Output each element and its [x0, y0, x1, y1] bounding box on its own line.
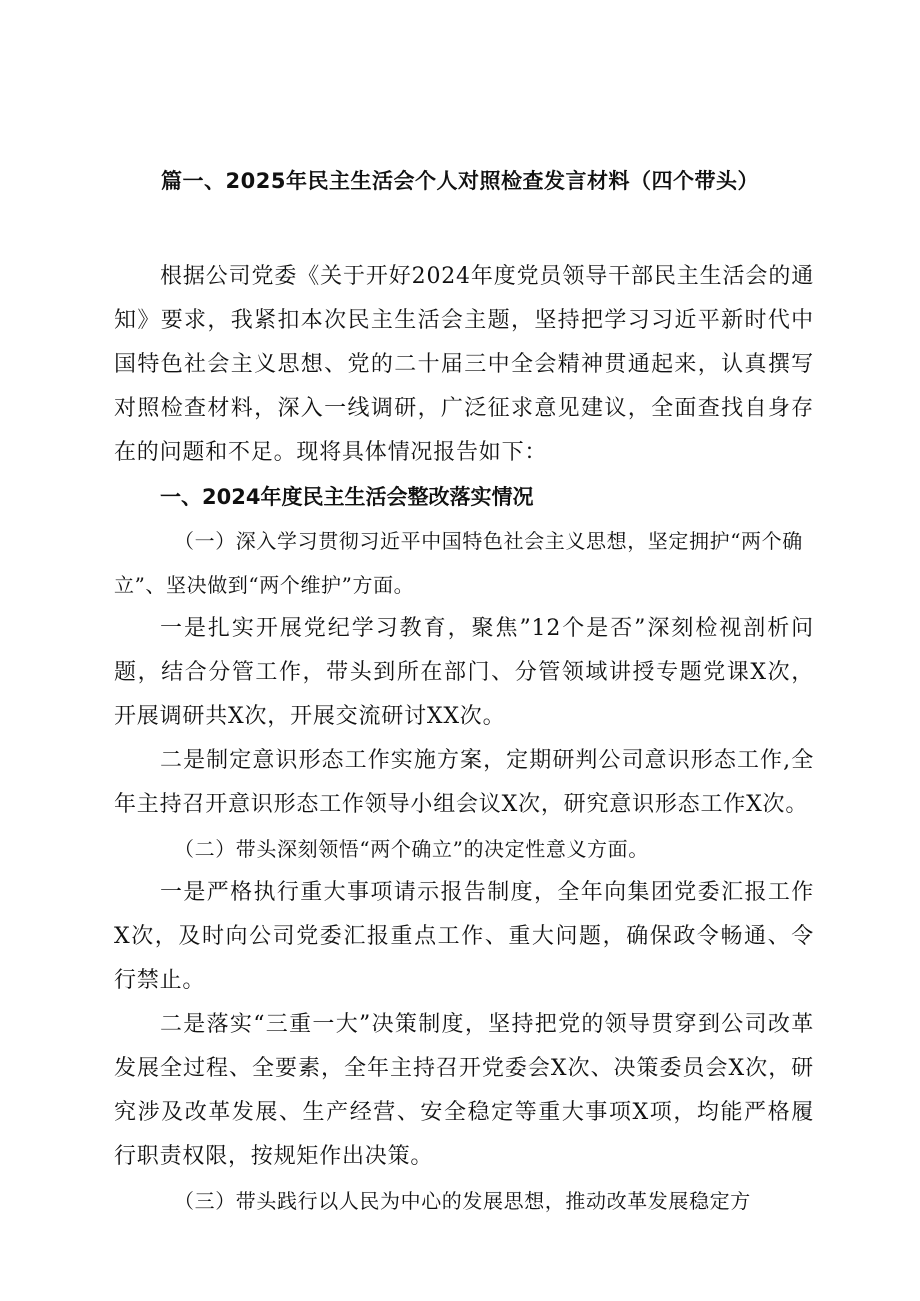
document-title: 篇一、2025年民主生活会个人对照检查发言材料（四个带头）	[161, 169, 759, 193]
subsection-heading-2: （二）带头深刻领悟“两个确立”的决定性意义方面。	[174, 837, 649, 861]
body-paragraph: 二是制定意识形态工作实施方案，定期研判公司意识形态工作,全年主持召开意识形态工作领导小组会议X次，研究意识形态工作X次。	[114, 748, 814, 817]
subsection-heading-3: （三）带头践行以人民为中心的发展思想，推动改革发展稳定方	[174, 1189, 751, 1213]
body-paragraph: 二是落实“三重一大”决策制度，坚持把党的领导贯穿到公司改革发展全过程、全要素，全年主持召开党委会X次、决策委员会X次，研究涉及改革发展、生产经营、安全稳定等重大事项X项，均能严格履行职责权限，按规矩作出决策。	[114, 1012, 814, 1169]
section-heading-1: 一、2024年度民主生活会整改落实情况	[160, 485, 534, 509]
intro-paragraph: 根据公司党委《关于开好2024年度党员领导干部民主生活会的通知》要求，我紧扣本次民主生活会主题，坚持把学习习近平新时代中国特色社会主义思想、党的二十届三中全会精神贯通起来，认真撰写对照检查材料，深入一线调研，广泛征求意见建议，全面查找自身存在的问题和不足。现将具体情况报告如下：	[114, 264, 814, 465]
body-paragraph: 一是严格执行重大事项请示报告制度，全年向集团党委汇报工作X次，及时向公司党委汇报重点工作、重大问题，确保政令畅通、令行禁止。	[114, 880, 814, 993]
body-paragraph: 一是扎实开展党纪学习教育，聚焦”12个是否”深刻检视剖析问题，结合分管工作，带头到所在部门、分管领域讲授专题党课X次，开展调研共X次，开展交流研讨XX次。	[114, 616, 814, 729]
subsection-heading-1: （一）深入学习贯彻习近平中国特色社会主义思想，坚定拥护“两个确立”、坚决做到“两个维护”方面。	[114, 529, 803, 597]
document-body	[114, 255, 814, 1223]
